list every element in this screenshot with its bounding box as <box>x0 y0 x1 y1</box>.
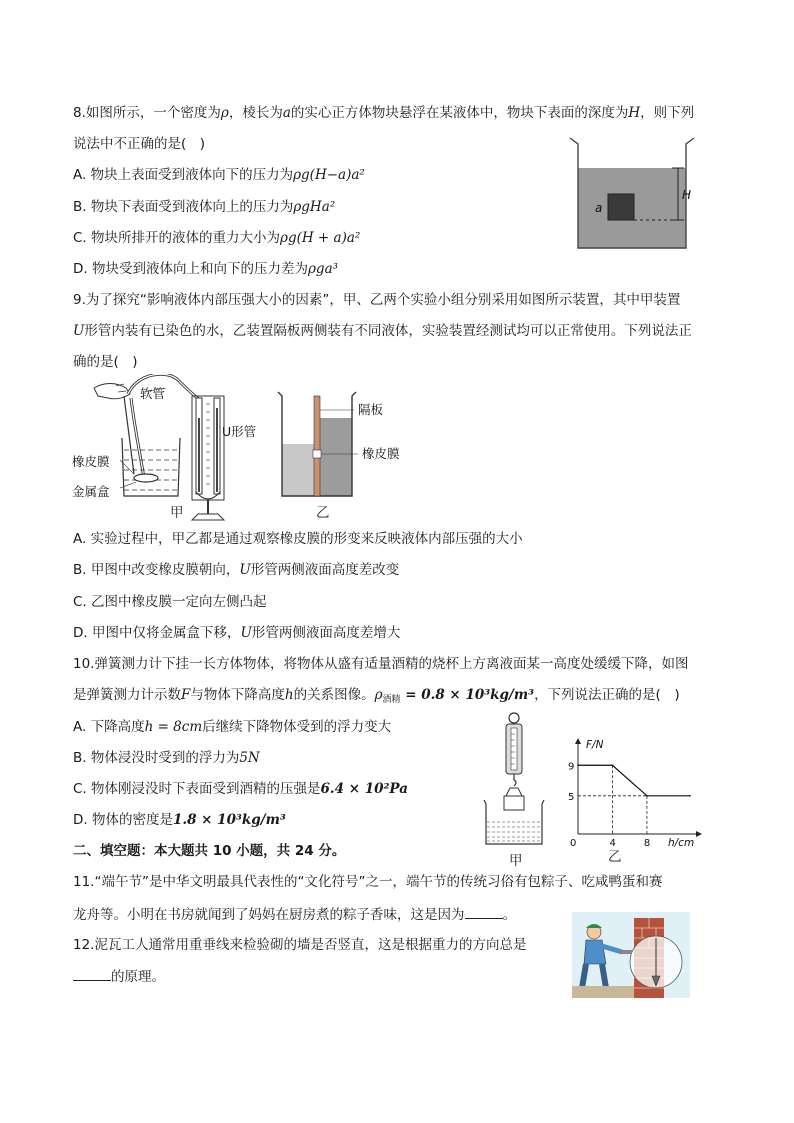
y-axis-label: F/N <box>586 739 604 751</box>
q10-stem-line1: 10.弹簧测力计下挂一长方体物体，将物体从盛有适量酒精的烧杯上方离液面某一高度处缓缓下降，如图 <box>73 656 689 672</box>
label-metal-box: 金属盒 <box>72 484 110 499</box>
x-axis-arrow <box>696 831 702 837</box>
y-axis-arrow <box>575 738 581 744</box>
q11-answer-blank[interactable] <box>465 905 503 919</box>
q9-option-c: C. 乙图中橡皮膜一定向左侧凸起 <box>73 594 267 610</box>
label-soft-tube: 软管 <box>140 386 166 401</box>
label-membrane: 橡皮膜 <box>72 454 110 469</box>
data-point-1 <box>612 764 614 766</box>
q12-stem-line2: 的原理。 <box>73 967 165 986</box>
q9-caption-jia: 甲 <box>170 505 184 521</box>
data-point-0 <box>577 764 579 766</box>
data-point-2 <box>646 795 648 797</box>
q10-stem-line2: 是弹簧测力计示数F与物体下降高度h的关系图像。$\rho_{酒精} = 0.8 \times 10^3kg/m^3$，下列说法正确的是( ) <box>73 687 680 705</box>
q8-stem-line2: 说法中不正确的是( ) <box>73 136 206 152</box>
right-liquid <box>320 418 352 496</box>
q12-mason-illustration <box>572 912 690 998</box>
label-divider: 隔板 <box>358 402 384 417</box>
q9-caption-yi: 乙 <box>316 505 330 521</box>
worker-body <box>584 940 606 964</box>
yi-membrane <box>313 450 321 458</box>
q9-option-d: D. 甲图中仅将金属盒下移，U形管两侧液面高度差增大 <box>73 625 401 641</box>
q10-option-b: B. 物体浸没时受到的浮力为5N <box>73 750 260 766</box>
q10-caption-yi: 乙 <box>608 849 622 865</box>
q11-stem-line1: 11.“端午节”是中华文明最具代表性的“文化符号”之一，端午节的传统习俗有包粽子、吃咸鸭蛋和赛 <box>73 874 663 890</box>
q10-chart <box>560 738 710 850</box>
q9-option-b: B. 甲图中改变橡皮膜朝向，U形管两侧液面高度差改变 <box>73 562 400 578</box>
q9-figure-yi <box>276 390 416 502</box>
q8-stem-line1: 8.如图所示，一个密度为ρ，棱长为a的实心正方体物块悬浮在某液体中，物块下表面的深度为H，则下列 <box>73 105 695 121</box>
label-yi-membrane: 橡皮膜 <box>362 446 400 461</box>
q8-option-a: A. 物块上表面受到液体向下的压力为ρg(H−a)a² <box>73 167 365 183</box>
label-u-tube: U形管 <box>222 424 257 439</box>
ground <box>572 986 634 998</box>
q10-caption-jia: 甲 <box>509 853 523 869</box>
x-tick-label-0: 0 <box>570 838 577 849</box>
q10-option-a: A. 下降高度h = 8cm后继续下降物体受到的浮力变大 <box>73 719 392 735</box>
section2-heading: 二、填空题：本大题共 10 小题，共 24 分。 <box>73 843 346 859</box>
q10-figure-jia <box>480 710 552 850</box>
trowel-icon <box>620 950 632 954</box>
q9-stem-line1: 9.为了探究“影响液体内部压强大小的因素”，甲、乙两个实验小组分别采用如图所示装置，其中甲装置 <box>73 292 681 308</box>
q8-cube <box>608 194 634 220</box>
q9-figure-jia <box>68 374 278 524</box>
q8-option-d: D. 物块受到液体向上和向下的压力差为ρga³ <box>73 261 339 277</box>
q8-option-b: B. 物块下表面受到液体向上的压力为ρgHa² <box>73 199 336 215</box>
x-tick-label-8: 8 <box>643 838 651 849</box>
q10-option-d: D. 物体的密度是1.8 × 10³kg/m³ <box>73 812 286 828</box>
divider <box>314 396 320 496</box>
q12-stem-line1: 12.泥瓦工人通常用重垂线来检验砌的墙是否竖直，这是根据重力的方向总是 <box>73 937 527 953</box>
q9-stem-line2: U形管内装有已染色的水，乙装置隔板两侧装有不同液体，实验装置经测试均可以正常使用。下列说法正 <box>73 323 692 339</box>
left-liquid <box>282 444 316 496</box>
q12-answer-blank[interactable] <box>73 967 111 981</box>
q9-stem-line3: 确的是( ) <box>73 354 138 370</box>
q11-stem-line2: 龙舟等。小明在书房就闻到了妈妈在厨房煮的粽子香味，这是因为 。 <box>73 907 516 923</box>
q8-beaker-figure <box>566 136 706 254</box>
data-point-3 <box>689 795 691 797</box>
y-tick-label-5: 5 <box>568 791 575 803</box>
q8-option-c: C. 物块所排开的液体的重力大小为ρg(H + a)a² <box>73 230 361 246</box>
x-axis-label: h/cm <box>668 837 695 849</box>
y-tick-label-9: 9 <box>568 761 575 773</box>
q8-label-H: H <box>682 188 692 202</box>
q8-label-a: a <box>595 201 603 215</box>
q10-option-c: C. 物体刚浸没时下表面受到酒精的压强是6.4 × 10²Pa <box>73 781 408 797</box>
series-line <box>578 765 690 796</box>
x-tick-label-4: 4 <box>609 838 616 849</box>
q9-option-a: A. 实验过程中，甲乙都是通过观察橡皮膜的形变来反映液体内部压强的大小 <box>73 531 523 547</box>
